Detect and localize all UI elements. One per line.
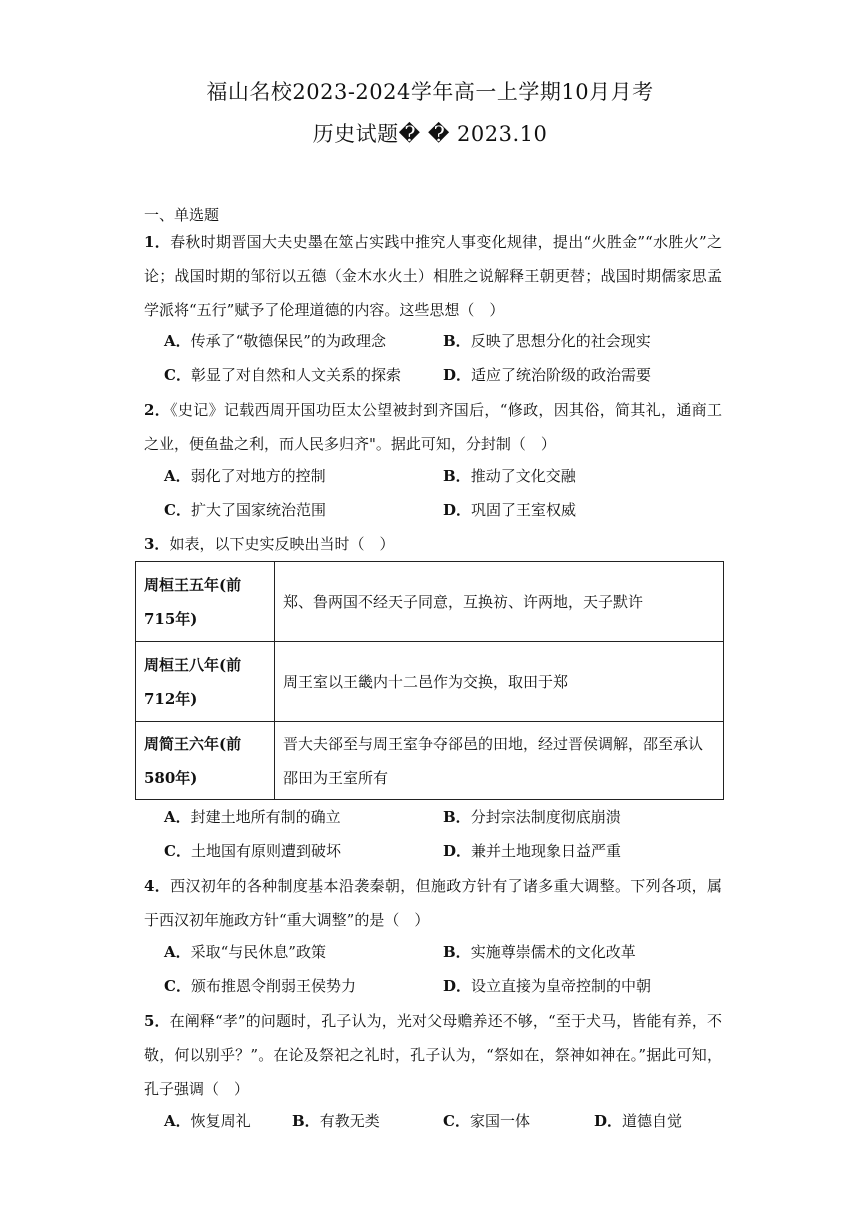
option-d[interactable]: D．兼并土地现象日益严重 [443,842,622,860]
option-b[interactable]: B．推动了文化交融 [443,467,576,485]
option-d[interactable]: D．巩固了王室权威 [443,501,577,519]
question-2 [144,393,722,461]
question-5 [144,1004,722,1106]
question-2-options-row-1 [164,459,724,493]
table-row [136,722,724,800]
option-a[interactable]: A．采取“与民休息”政策 [164,943,326,961]
table-row [136,562,724,642]
question-stem: 在阐释“孝”的问题时，孔子认为，光对父母赡养还不够，“至于犬马，皆能有养，不敬，何以别乎？”。在论及祭祀之礼时，孔子认为，“祭如在，祭神如神在。”据此可知，孔子强调（ ） [144,1012,722,1098]
question-stem: 《史记》记载西周开国功臣太公望被封到齐国后，“修政，因其俗，简其礼，通商工之业，便鱼盐之利，而人民多归齐"。据此可知，分封制（ ） [144,401,722,453]
table-cell-time: 周简王六年(前580年) [136,722,275,800]
option-c[interactable]: C．彰显了对自然和人文关系的探索 [164,366,401,384]
option-a[interactable]: A．恢复周礼 [164,1112,251,1130]
option-a[interactable]: A．传承了“敬德保民”的为政理念 [164,332,386,350]
option-d[interactable]: D．设立直接为皇帝控制的中朝 [443,977,652,995]
question-3 [144,527,722,561]
question-1-options-row-1 [164,324,724,358]
option-b[interactable]: B．反映了思想分化的社会现实 [443,332,651,350]
question-1-options-row-2 [164,358,724,392]
table-cell-time: 周桓王八年(前712年) [136,642,275,722]
exam-title: 福山名校2023-2024学年高一上学期10月月考 [206,80,654,104]
exam-subtitle: 历史试题� � 2023.10 [312,122,548,146]
question-number: 1． [144,233,171,251]
question-number: 5． [144,1012,170,1030]
option-b[interactable]: B．分封宗法制度彻底崩溃 [443,808,621,826]
table-row [136,642,724,722]
question-number: 3． [144,535,170,553]
question-4 [144,869,722,937]
question-stem: 西汉初年的各种制度基本沿袭秦朝，但施政方针有了诸多重大调整。下列各项，属于西汉初年施政方针“重大调整”的是（ ） [144,877,722,929]
table-cell-time: 周桓王五年(前715年) [136,562,275,642]
option-a[interactable]: A．封建土地所有制的确立 [164,808,341,826]
table-cell-event: 周王室以王畿内十二邑作为交换，取田于郑 [275,642,724,722]
question-number: 2． [144,401,171,419]
question-stem: 如表，以下史实反映出当时（ ） [169,535,395,553]
option-a[interactable]: A．弱化了对地方的控制 [164,467,326,485]
option-d[interactable]: D．适应了统治阶级的政治需要 [443,366,652,384]
option-b[interactable]: B．实施尊崇儒术的文化改革 [443,943,636,961]
option-b[interactable]: B．有教无类 [292,1112,380,1130]
question-5-options-row [164,1104,724,1138]
table-cell-event: 晋大夫郤至与周王室争夺郤邑的田地，经过晋侯调解，邵至承认邵田为王室所有 [275,722,724,800]
question-3-options-row-1 [164,800,724,834]
table-cell-event: 郑、鲁两国不经天子同意，互换祊、许两地，天子默许 [275,562,724,642]
section-heading: 一、单选题 [144,206,220,224]
option-c[interactable]: C．土地国有原则遭到破坏 [164,842,341,860]
question-stem: 春秋时期晋国大夫史墨在筮占实践中推究人事变化规律，提出“火胜金”“水胜火”之论；战国时期的邹衍以五德（金木水火土）相胜之说解释王朝更替；战国时期儒家思孟学派将“五行”赋予了伦理道德的内容。这些思想（ ） [144,233,722,319]
question-2-options-row-2 [164,493,724,527]
question-4-options-row-2 [164,969,724,1003]
option-c[interactable]: C．颁布推恩令削弱王侯势力 [164,977,356,995]
question-3-options-row-2 [164,834,724,868]
question-number: 4． [144,877,171,895]
question-4-options-row-1 [164,935,724,969]
option-c[interactable]: C．扩大了国家统治范围 [164,501,326,519]
option-d[interactable]: D．道德自觉 [594,1112,683,1130]
history-events-table [135,561,724,800]
option-c[interactable]: C．家国一体 [443,1112,530,1130]
question-1 [144,225,722,327]
